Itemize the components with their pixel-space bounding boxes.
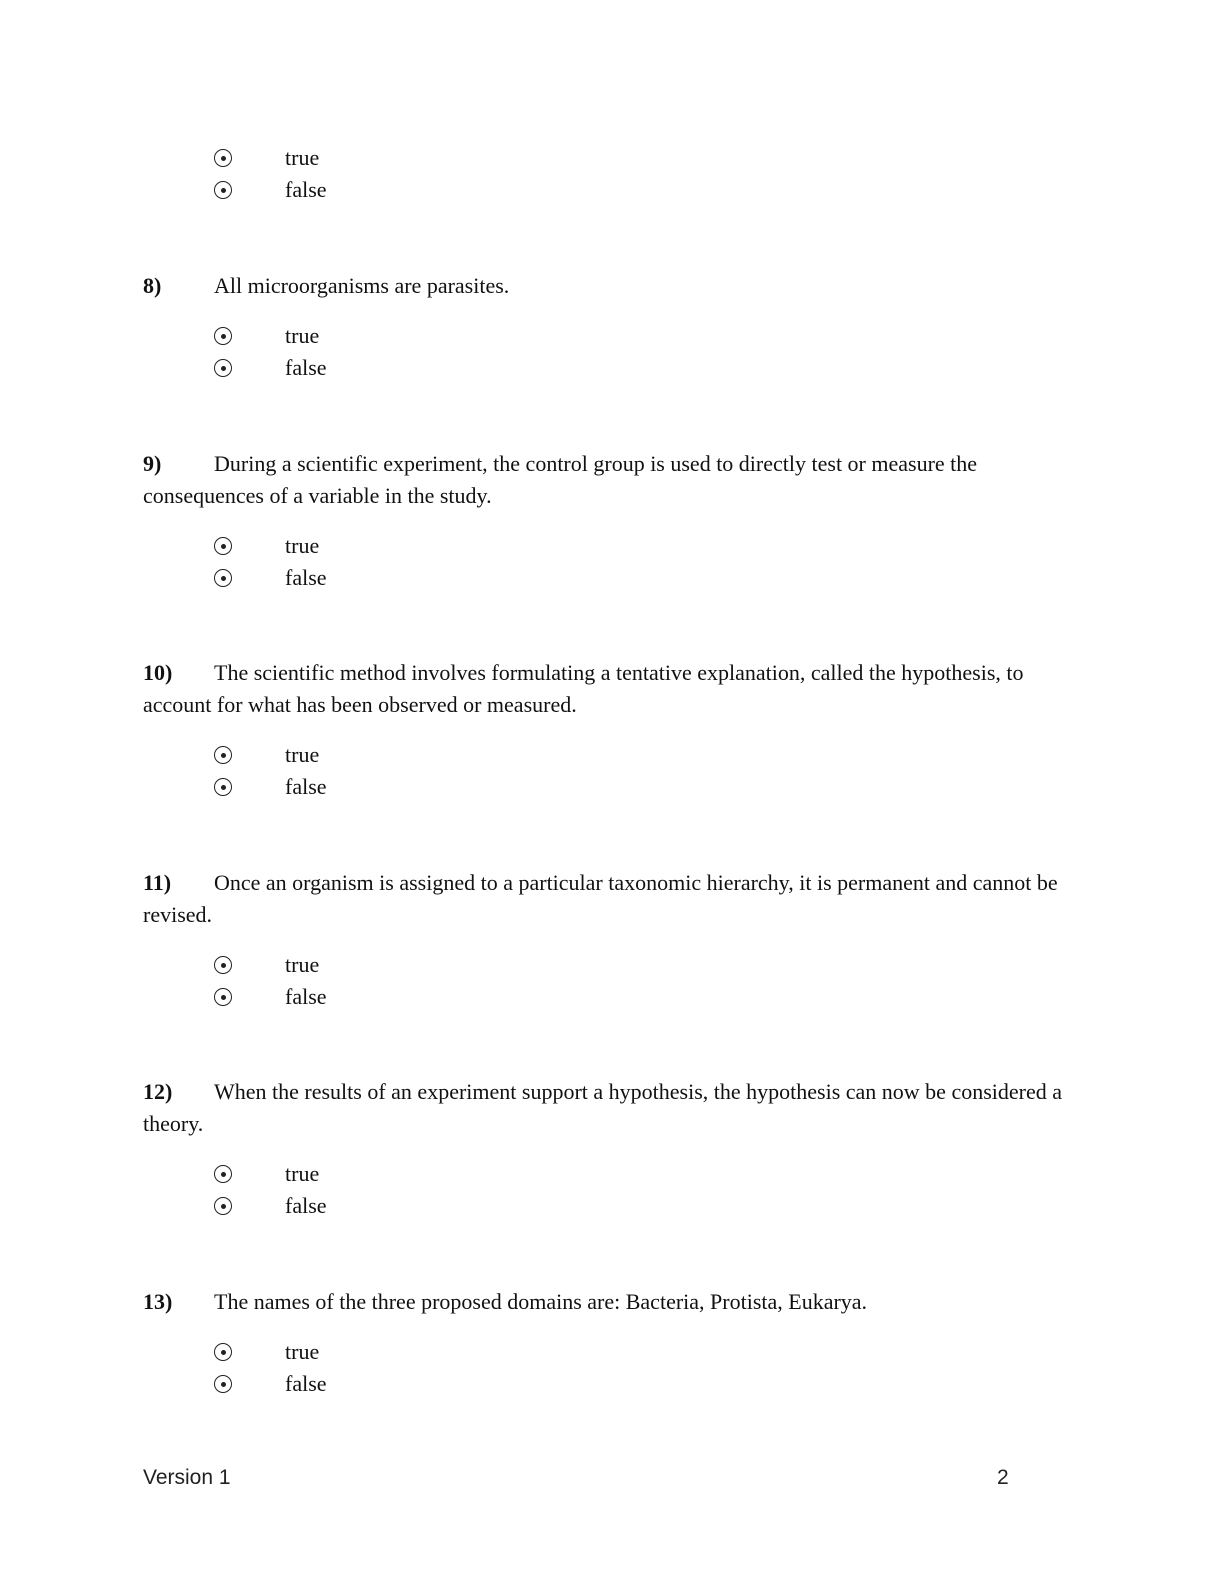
option-true-q12[interactable] xyxy=(214,1161,320,1187)
question-8 xyxy=(143,270,1073,302)
question-12 xyxy=(143,1076,1073,1139)
footer-page-number: 2 xyxy=(997,1466,1009,1489)
option-label: false xyxy=(285,1371,327,1396)
question-number: 10) xyxy=(143,660,173,685)
option-label: false xyxy=(285,1193,327,1218)
radio-button-icon[interactable] xyxy=(214,746,232,764)
question-text: The names of the three proposed domains are: Bacteria, Protista, Eukarya. xyxy=(214,1289,868,1314)
question-text: All microorganisms are parasites. xyxy=(214,273,510,298)
option-label: false xyxy=(285,774,327,799)
radio-button-icon[interactable] xyxy=(214,1165,232,1183)
radio-button-icon[interactable] xyxy=(214,778,232,796)
footer-version: Version 1 xyxy=(143,1466,231,1489)
radio-button-icon[interactable] xyxy=(214,956,232,974)
option-true-q11[interactable] xyxy=(214,952,320,978)
question-11 xyxy=(143,867,1073,930)
option-label: true xyxy=(285,1161,320,1186)
radio-button-icon[interactable] xyxy=(214,181,232,199)
option-true-q9[interactable] xyxy=(214,533,320,559)
question-number: 11) xyxy=(143,870,172,895)
option-true-q13[interactable] xyxy=(214,1339,320,1365)
question-10 xyxy=(143,657,1073,720)
radio-button-icon[interactable] xyxy=(214,1343,232,1361)
option-label: true xyxy=(285,952,320,977)
option-false-q11[interactable] xyxy=(214,984,327,1010)
radio-button-icon[interactable] xyxy=(214,537,232,555)
radio-button-icon[interactable] xyxy=(214,988,232,1006)
option-label: true xyxy=(285,145,320,170)
radio-button-icon[interactable] xyxy=(214,569,232,587)
radio-button-icon[interactable] xyxy=(214,1375,232,1393)
option-label: false xyxy=(285,984,327,1009)
question-text: Once an organism is assigned to a particular taxonomic hierarchy, it is permanent and cannot be revised. xyxy=(143,870,1058,927)
option-label: true xyxy=(285,1339,320,1364)
question-13 xyxy=(143,1286,1073,1318)
option-false-q12[interactable] xyxy=(214,1193,327,1219)
question-text: The scientific method involves formulating a tentative explanation, called the hypothesis, to account for what has been observed or measured. xyxy=(143,660,1024,717)
option-true-q8[interactable] xyxy=(214,323,320,349)
option-true-q7[interactable] xyxy=(214,145,320,171)
option-label: false xyxy=(285,565,327,590)
question-text: During a scientific experiment, the control group is used to directly test or measure the consequences of a variable in the study. xyxy=(143,451,978,508)
option-false-q13[interactable] xyxy=(214,1371,327,1397)
question-number: 12) xyxy=(143,1079,173,1104)
question-number: 9) xyxy=(143,451,162,476)
option-label: false xyxy=(285,355,327,380)
option-false-q10[interactable] xyxy=(214,774,327,800)
option-label: false xyxy=(285,177,327,202)
question-text: When the results of an experiment support a hypothesis, the hypothesis can now be considered a theory. xyxy=(143,1079,1062,1136)
option-false-q7[interactable] xyxy=(214,177,327,203)
option-false-q8[interactable] xyxy=(214,355,327,381)
radio-button-icon[interactable] xyxy=(214,149,232,167)
option-label: true xyxy=(285,323,320,348)
radio-button-icon[interactable] xyxy=(214,327,232,345)
option-true-q10[interactable] xyxy=(214,742,320,768)
option-label: true xyxy=(285,533,320,558)
question-9 xyxy=(143,448,1073,511)
option-false-q9[interactable] xyxy=(214,565,327,591)
radio-button-icon[interactable] xyxy=(214,1197,232,1215)
option-label: true xyxy=(285,742,320,767)
question-number: 13) xyxy=(143,1289,173,1314)
question-number: 8) xyxy=(143,273,162,298)
radio-button-icon[interactable] xyxy=(214,359,232,377)
